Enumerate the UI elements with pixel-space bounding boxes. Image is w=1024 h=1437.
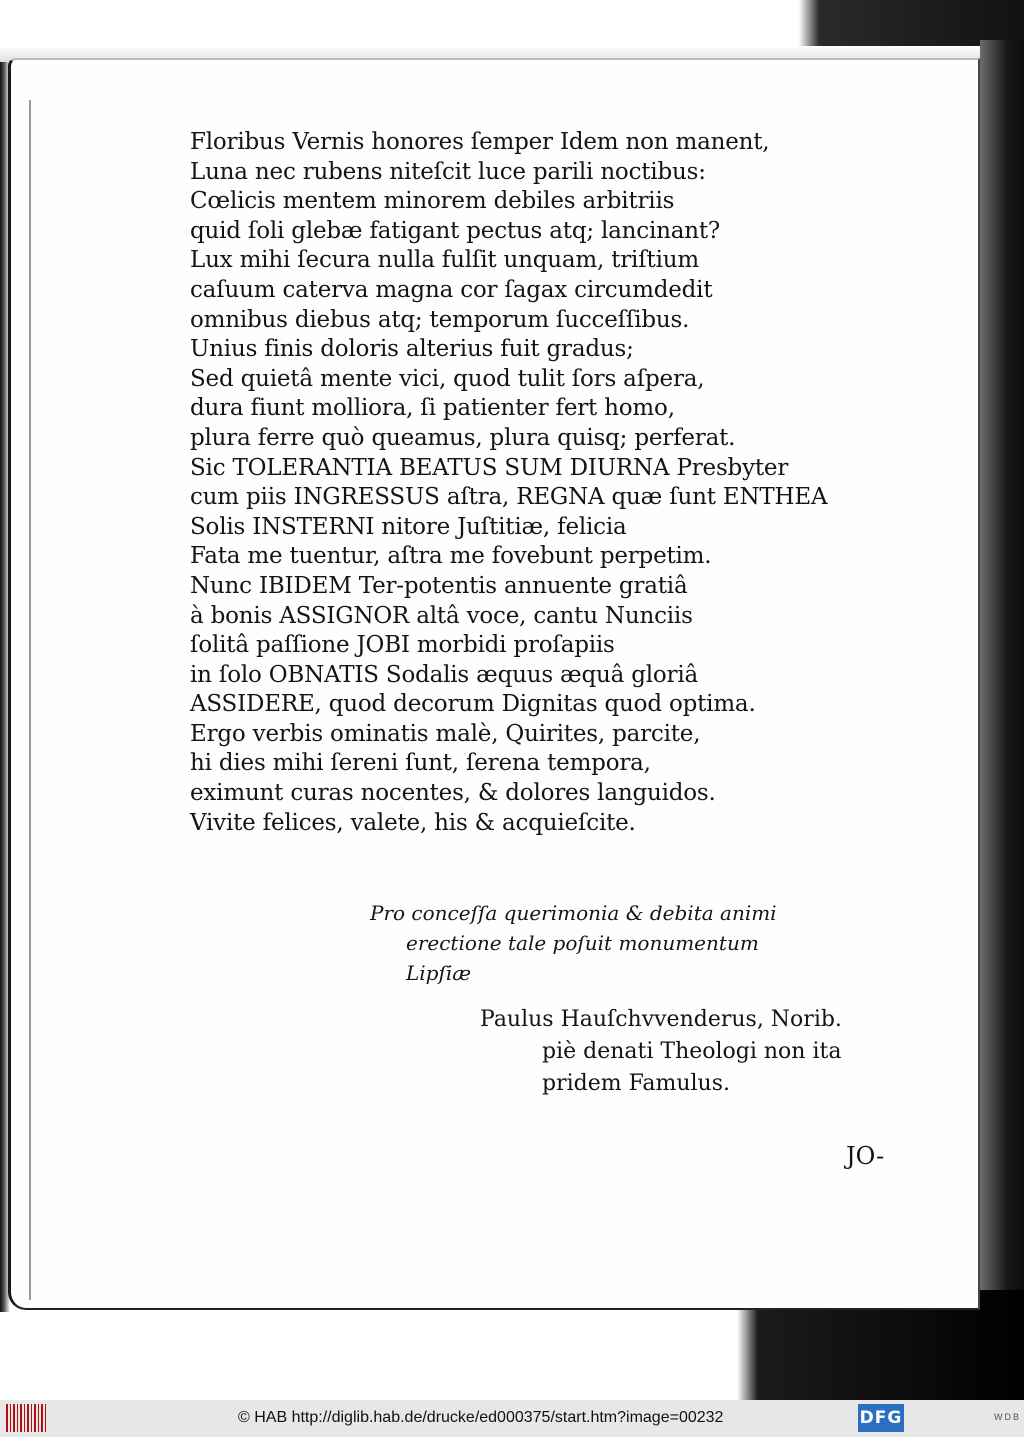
signature-line: pridem Famulus. — [542, 1071, 730, 1096]
verse-line: Luna nec rubens niteſcit luce parili noctibus: — [190, 158, 706, 185]
subscription-line: Lipſiæ — [406, 961, 472, 985]
poem-verse — [190, 128, 830, 838]
verse-line: Ergo verbis ominatis malè, Quirites, parcite, — [190, 720, 701, 747]
signature-line: Paulus Hauſchvvenderus, Norib. — [480, 1007, 842, 1032]
subscription-line: erectione tale poſuit monumentum — [406, 931, 759, 955]
catchword: JO- — [846, 1142, 885, 1170]
barcode-icon — [6, 1404, 46, 1432]
verse-line: Lux mihi ſecura nulla fulſit unquam, triſtium — [190, 247, 699, 274]
author-signature — [480, 1004, 900, 1100]
verse-line: ſolitâ paſſione JOBI morbidi proſapiis — [190, 632, 615, 659]
dfg-logo[interactable]: DFG — [858, 1404, 904, 1432]
verse-line: Floribus Vernis honores ſemper Idem non manent, — [190, 129, 770, 155]
verse-line: Unius finis doloris alterius fuit gradus; — [190, 336, 634, 363]
verse-line: Cœlicis mentem minorem debiles arbitriis — [190, 188, 675, 215]
page-gutter-line — [29, 100, 31, 1300]
verse-line: Vivite felices, valete, his & acquieſcite. — [190, 809, 636, 836]
subscription-line: Pro conceſſa querimonia & debita animi — [370, 901, 777, 925]
verse-line: quid ſoli glebæ fatigant pectus atq; lancinant? — [190, 217, 721, 244]
wdb-mark: WDB — [994, 1412, 1021, 1422]
verse-line: Nunc IBIDEM Ter-potentis annuente gratiâ — [190, 572, 688, 599]
viewer-footer — [0, 1400, 1024, 1437]
verse-line: plura ferre quò queamus, plura quisq; perferat. — [190, 424, 736, 451]
verse-line: omnibus diebus atq; temporum ſucceſſibus. — [190, 306, 690, 333]
verse-line: ASSIDERE, quod decorum Dignitas quod optima. — [190, 691, 756, 718]
verse-line: Fata me tuentur, aſtra me fovebunt perpetim. — [190, 543, 712, 570]
verse-line: caſuum caterva magna cor ſagax circumdedit — [190, 276, 713, 303]
verse-line: Sic TOLERANTIA BEATUS SUM DIURNA Presbyter — [190, 454, 789, 481]
verse-line: hi dies mihi ſereni ſunt, ſerena tempora, — [190, 750, 651, 777]
verse-line: dura fiunt molliora, ſi patienter fert homo, — [190, 395, 675, 422]
signature-line: piè denati Theologi non ita — [542, 1039, 842, 1064]
verse-line: Solis INSTERNI nitore Juſtitiæ, felicia — [190, 513, 627, 540]
verse-line: Sed quietâ mente vici, quod tulit ſors aſpera, — [190, 365, 705, 392]
verse-line: eximunt curas nocentes, & dolores languidos. — [190, 780, 716, 807]
verse-line: à bonis ASSIGNOR altâ voce, cantu Nunciis — [190, 602, 693, 629]
source-link[interactable]: © HAB http://diglib.hab.de/drucke/ed000375/start.htm?image=00232 — [238, 1409, 724, 1426]
verse-line: cum piis INGRESSUS aſtra, REGNA quæ ſunt ENTHEA — [190, 484, 828, 511]
italic-subscription — [370, 898, 810, 988]
verse-line: in ſolo OBNATIS Sodalis æquus æquâ gloriâ — [190, 661, 698, 688]
scanner-frame-right — [980, 40, 1024, 1340]
